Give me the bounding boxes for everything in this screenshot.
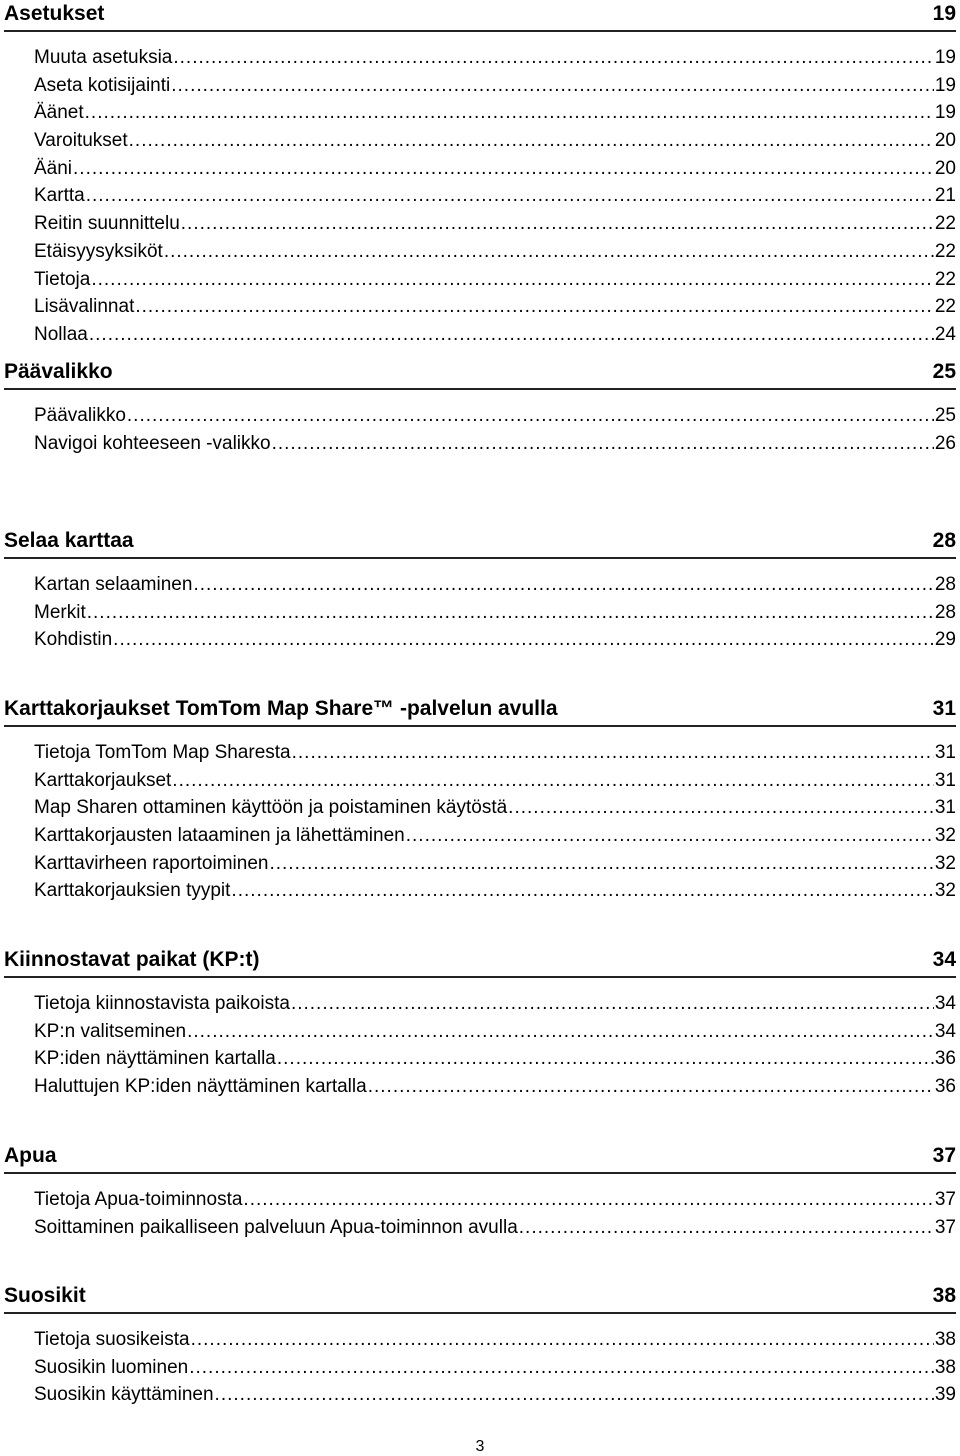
entry-list — [0, 559, 960, 654]
entry-page-number: 31 — [934, 797, 956, 819]
entry-list — [0, 978, 960, 1101]
toc-entry[interactable] — [34, 1381, 956, 1409]
entry-page-number: 38 — [934, 1329, 956, 1350]
section-heading[interactable] — [4, 0, 956, 32]
dot-leader — [406, 822, 934, 850]
entry-page-number: 34 — [934, 1020, 956, 1042]
entry-page-number: 32 — [934, 880, 956, 902]
dot-leader — [368, 1073, 934, 1101]
section-page-number: 31 — [932, 697, 956, 720]
toc-section — [0, 0, 960, 349]
entry-page-number: 31 — [934, 769, 956, 791]
dot-leader — [189, 1354, 934, 1382]
toc-entry[interactable] — [34, 1214, 956, 1242]
entry-label: Kohdistin — [34, 629, 113, 651]
entry-label: KP:n valitseminen — [34, 1020, 187, 1042]
entry-label: Haluttujen KP:iden näyttäminen kartalla — [34, 1076, 367, 1098]
toc-entry[interactable] — [34, 430, 956, 458]
entry-label: Karttavirheen raportoiminen — [34, 852, 269, 874]
toc-entry[interactable] — [34, 850, 956, 878]
dot-leader — [164, 238, 934, 266]
toc-entry[interactable] — [34, 877, 956, 905]
entry-list — [0, 32, 960, 349]
dot-leader — [269, 850, 933, 878]
entry-label: Karttakorjausten lataaminen ja lähettäminen — [34, 825, 405, 847]
toc-entry[interactable] — [34, 402, 956, 430]
entry-page-number: 31 — [934, 742, 956, 763]
dot-leader — [113, 626, 934, 654]
entry-label: Tietoja TomTom Map Sharesta — [34, 742, 291, 763]
entry-label: Varoitukset — [34, 130, 128, 152]
section-heading[interactable] — [4, 527, 956, 559]
section-page-number: 34 — [932, 948, 956, 971]
toc-section — [0, 946, 960, 1101]
dot-leader — [272, 430, 934, 458]
entry-label: Navigoi kohteeseen -valikko — [34, 432, 271, 454]
section-heading[interactable] — [4, 1142, 956, 1174]
entry-label: Suosikin luominen — [34, 1356, 189, 1378]
toc-entry[interactable] — [34, 182, 956, 210]
entry-label: Kartan selaaminen — [34, 574, 193, 595]
entry-page-number: 32 — [934, 852, 956, 874]
section-page-number: 28 — [932, 529, 956, 552]
entry-page-number: 28 — [934, 601, 956, 623]
entry-label: Aseta kotisijainti — [34, 74, 171, 96]
toc-entry[interactable] — [34, 127, 956, 155]
entry-label: Karttakorjaukset — [34, 769, 172, 791]
toc-entry[interactable] — [34, 1073, 956, 1101]
dot-leader — [86, 182, 934, 210]
toc-entry[interactable] — [34, 238, 956, 266]
entry-label: Muuta asetuksia — [34, 47, 173, 68]
entry-label: Soittaminen paikalliseen palveluun Apua-toiminnon avulla — [34, 1216, 518, 1238]
entry-label: KP:iden näyttäminen kartalla — [34, 1048, 276, 1070]
entry-page-number: 22 — [934, 268, 956, 290]
dot-leader — [193, 571, 933, 599]
entry-list — [0, 390, 960, 457]
entry-label: Tietoja suosikeista — [34, 1329, 190, 1350]
toc-entry[interactable] — [34, 739, 956, 767]
section-page-number: 25 — [932, 360, 956, 383]
section-page-number: 19 — [932, 2, 956, 25]
toc-entry[interactable] — [34, 1186, 956, 1214]
entry-page-number: 25 — [934, 405, 956, 426]
section-page-number: 38 — [932, 1284, 956, 1307]
entry-page-number: 28 — [934, 574, 956, 595]
toc-section — [0, 695, 960, 905]
entry-label: Karttakorjauksien tyypit — [34, 880, 231, 902]
section-title: Suosikit — [4, 1284, 86, 1307]
entry-label: Tietoja — [34, 268, 91, 290]
entry-page-number: 38 — [934, 1356, 956, 1378]
section-heading[interactable] — [4, 1282, 956, 1314]
toc-entry[interactable] — [34, 794, 956, 822]
entry-page-number: 37 — [934, 1189, 956, 1210]
section-title: Kiinnostavat paikat (KP:t) — [4, 948, 260, 971]
section-title: Karttakorjaukset TomTom Map Share™ -palvelun avulla — [4, 697, 558, 720]
entry-label: Reitin suunnittelu — [34, 213, 180, 235]
toc-entry[interactable] — [34, 210, 956, 238]
entry-page-number: 36 — [934, 1048, 956, 1070]
dot-leader — [215, 1381, 934, 1409]
entry-list — [0, 1314, 960, 1409]
dot-leader — [519, 1214, 934, 1242]
entry-page-number: 21 — [934, 185, 956, 207]
entry-page-number: 37 — [934, 1216, 956, 1238]
entry-list — [0, 727, 960, 905]
toc-entry[interactable] — [34, 599, 956, 627]
dot-leader — [89, 321, 934, 349]
entry-label: Merkit — [34, 601, 86, 623]
toc-entry[interactable] — [34, 1018, 956, 1046]
entry-label: Nollaa — [34, 323, 88, 345]
section-title: Selaa karttaa — [4, 529, 134, 552]
section-heading[interactable] — [4, 946, 956, 978]
dot-leader — [277, 1045, 934, 1073]
dot-leader — [191, 1326, 934, 1354]
entry-label: Äänet — [34, 102, 84, 124]
page-number: 3 — [475, 1438, 485, 1455]
toc-entry[interactable] — [34, 1354, 956, 1382]
section-title: Asetukset — [4, 2, 105, 25]
entry-page-number: 22 — [934, 240, 956, 262]
entry-label: Map Sharen ottaminen käyttöön ja poistaminen käytöstä — [34, 797, 508, 819]
entry-label: Etäisyysyksiköt — [34, 240, 163, 262]
toc-entry[interactable] — [34, 266, 956, 294]
toc-entry[interactable] — [34, 990, 956, 1018]
entry-list — [0, 1174, 960, 1241]
toc-entry[interactable] — [34, 155, 956, 183]
entry-label: Päävalikko — [34, 405, 126, 426]
entry-page-number: 29 — [934, 629, 956, 651]
dot-leader — [231, 877, 933, 905]
dot-leader — [171, 72, 934, 100]
toc-entry[interactable] — [34, 626, 956, 654]
entry-label: Ääni — [34, 157, 73, 179]
dot-leader — [73, 155, 934, 183]
dot-leader — [243, 1186, 933, 1214]
entry-page-number: 34 — [934, 993, 956, 1014]
toc-entry[interactable] — [34, 1045, 956, 1073]
dot-leader — [173, 44, 934, 72]
entry-page-number: 20 — [934, 130, 956, 152]
toc-section — [0, 527, 960, 654]
entry-page-number: 19 — [934, 102, 956, 124]
entry-label: Lisävalinnat — [34, 296, 135, 318]
entry-page-number: 32 — [934, 825, 956, 847]
dot-leader — [135, 293, 934, 321]
toc-entry[interactable] — [34, 293, 956, 321]
dot-leader — [85, 99, 934, 127]
entry-page-number: 19 — [934, 47, 956, 68]
dot-leader — [172, 767, 934, 795]
toc-entry[interactable] — [34, 822, 956, 850]
dot-leader — [292, 739, 934, 767]
dot-leader — [187, 1018, 934, 1046]
toc-entry[interactable] — [34, 72, 956, 100]
toc-entry[interactable] — [34, 1326, 956, 1354]
entry-label: Kartta — [34, 185, 85, 207]
section-title: Päävalikko — [4, 360, 113, 383]
entry-page-number: 39 — [934, 1384, 956, 1406]
entry-page-number: 24 — [934, 323, 956, 345]
section-heading[interactable] — [4, 358, 956, 390]
toc-section — [0, 358, 960, 457]
entry-page-number: 19 — [934, 74, 956, 96]
dot-leader — [181, 210, 934, 238]
toc-section — [0, 1282, 960, 1409]
toc-entry[interactable] — [34, 767, 956, 795]
entry-label: Suosikin käyttäminen — [34, 1384, 214, 1406]
dot-leader — [91, 266, 934, 294]
toc-entry[interactable] — [34, 99, 956, 127]
entry-label: Tietoja Apua-toiminnosta — [34, 1189, 243, 1210]
entry-page-number: 36 — [934, 1076, 956, 1098]
dot-leader — [129, 127, 934, 155]
dot-leader — [127, 402, 934, 430]
section-title: Apua — [4, 1144, 57, 1167]
section-heading[interactable] — [4, 695, 956, 727]
toc-entry[interactable] — [34, 571, 956, 599]
toc-entry[interactable] — [34, 44, 956, 72]
entry-page-number: 22 — [934, 296, 956, 318]
dot-leader — [508, 794, 934, 822]
toc-entry[interactable] — [34, 321, 956, 349]
entry-page-number: 26 — [934, 432, 956, 454]
entry-label: Tietoja kiinnostavista paikoista — [34, 993, 290, 1014]
dot-leader — [87, 599, 934, 627]
dot-leader — [291, 990, 934, 1018]
entry-page-number: 22 — [934, 213, 956, 235]
entry-page-number: 20 — [934, 157, 956, 179]
section-page-number: 37 — [932, 1144, 956, 1167]
toc-section — [0, 1142, 960, 1241]
